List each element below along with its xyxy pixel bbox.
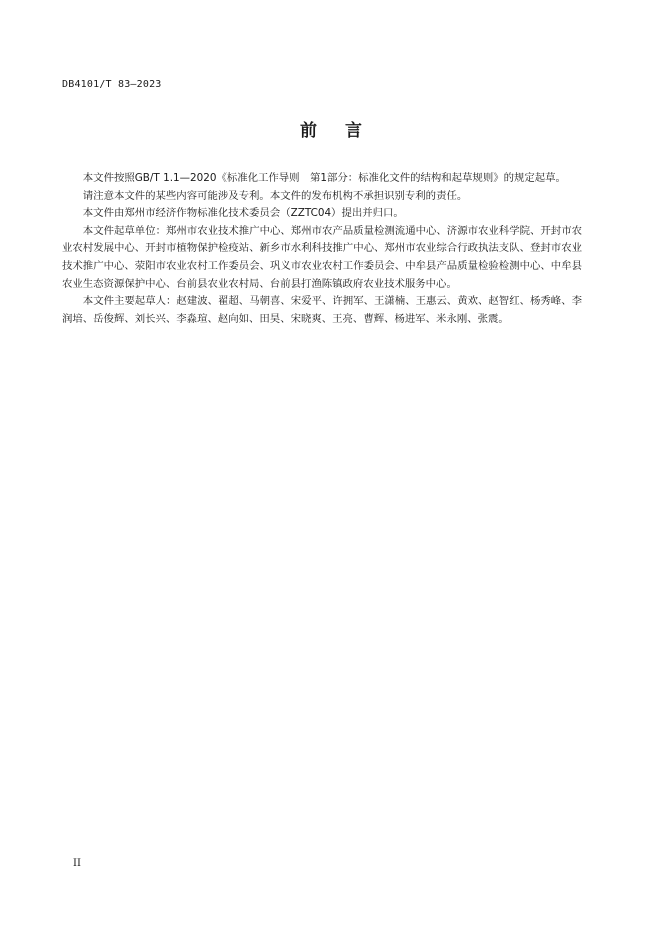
paragraph-drafting-rules: 本文件按照GB/T 1.1—2020《标准化工作导则 第1部分：标准化文件的结构和起草规则》的规定起草。 — [82, 172, 566, 184]
page-title: 前言 — [300, 121, 390, 141]
foreword-body — [62, 170, 582, 328]
page-number: II — [73, 858, 81, 869]
document-code: DB4101/T 83—2023 — [62, 79, 162, 90]
paragraph-patent-notice: 请注意本文件的某些内容可能涉及专利。本文件的发布机构不承担识别专利的责任。 — [82, 189, 468, 202]
paragraph-drafters: 本文件主要起草人：赵建波、翟超、马朝喜、宋爱平、许拥军、王潇楠、王惠云、黄欢、赵智红、杨秀峰、李润培、岳俊辉、刘长兴、李淼瑄、赵向如、田昊、宋晓爽、王亮、曹辉、杨进军、米永刚、张震。 — [62, 295, 582, 325]
paragraph-proposer: 本文件由郑州市经济作物标准化技术委员会（ZZTC04）提出并归口。 — [82, 207, 404, 220]
paragraph-drafting-units: 本文件起草单位：郑州市农业技术推广中心、郑州市农产品质量检测流通中心、济源市农业科学院、开封市农业农村发展中心、开封市植物保护检疫站、新乡市水利科技推广中心、郑州市农业综合行政执法支队、登封市农业技术推广中心、荥阳市农业农村工作委员会、巩义市农业农村工作委员会、中牟县产品质量检验检测中心、中牟县农业生态资源保护中心、台前县农业农村局、台前县打渔陈镇政府农业技术服务中心。 — [62, 224, 582, 290]
